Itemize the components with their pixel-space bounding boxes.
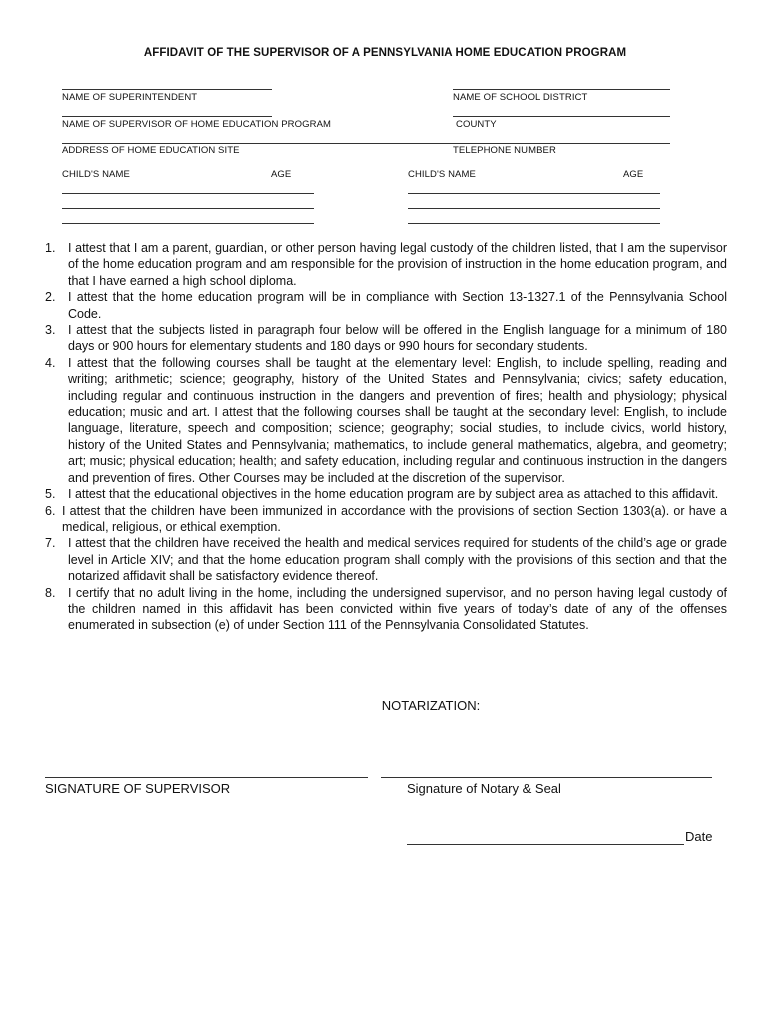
supervisor-line[interactable] [62,116,272,117]
list-item [45,240,727,289]
age-label-left: AGE [271,169,292,180]
date-line[interactable] [407,844,684,845]
list-item [45,289,727,322]
address-telephone-line[interactable] [62,143,670,144]
item-text: I attest that the children have received the health and medical services required for students of the child’s age or grade level in Article XIV; and that the home education program shall comply with the provisions of this section and that the notarized affidavit shall be satisfactory evidence thereof. [68,536,727,584]
item-text: I attest that the following courses shall be taught at the elementary level: English, to include spelling, reading and writing; arithmetic; science; geography, history of the United States and Pennsylvania; civics; safety education, including regular and continuous instruction in the dangers and prevention of fires; health and physiology; physical education; music and art. I attest that the following courses shall be taught at the secondary level: English, to include language, literature, speech and composition; science; geography; social studies, to include civics, world history, history of the United States and Pennsylvania; mathematics, to include general mathematics, algebra, and geometry; art; music; physical education; health; and safety education, including regular and continuous instruction in the dangers and prevention of fires. Other Courses may be included at the discretion of the supervisor. [68,355,727,485]
date-label: Date [685,829,713,844]
telephone-label: TELEPHONE NUMBER [453,145,556,156]
county-label: COUNTY [456,119,497,130]
child-line-right-3[interactable] [408,223,660,224]
child-line-left-3[interactable] [62,223,314,224]
school-district-line[interactable] [453,89,670,90]
item-text: I attest that the children have been immunized in accordance with the provisions of section Section 1303(a). or have a medical, religious, or ethical exemption. [62,503,727,534]
list-item [45,355,727,486]
item-number: 8. [45,585,56,600]
childs-name-label-right: CHILD'S NAME [408,169,476,180]
item-text: I attest that the subjects listed in paragraph four below will be offered in the English language for a minimum of 180 days or 900 hours for elementary students and 180 days or 990 hours for secondary students. [68,323,727,354]
school-district-label: NAME OF SCHOOL DISTRICT [453,92,588,103]
document-title: AFFIDAVIT OF THE SUPERVISOR OF A PENNSYLVANIA HOME EDUCATION PROGRAM [143,47,627,59]
notarization-heading: NOTARIZATION: [381,698,481,713]
child-line-right-2[interactable] [408,208,660,209]
list-item [45,585,727,634]
superintendent-label: NAME OF SUPERINTENDENT [62,92,198,103]
item-text: I certify that no adult living in the home, including the undersigned supervisor, and no person having legal custody of the children named in this affidavit has been convicted within five years of today’s date of any of the offenses enumerated in subsection (e) of under Section 111 of the Pennsylvania Consolidated Statutes. [68,585,727,633]
notary-signature-label: Signature of Notary & Seal [407,781,561,796]
attestation-list [45,240,727,634]
item-number: 2. [45,290,56,305]
age-label-right: AGE [623,169,644,180]
supervisor-label: NAME OF SUPERVISOR OF HOME EDUCATION PROGRAM [62,119,332,130]
child-line-left-1[interactable] [62,193,314,194]
child-line-right-1[interactable] [408,193,660,194]
address-label: ADDRESS OF HOME EDUCATION SITE [62,145,240,156]
item-number: 7. [45,536,56,551]
item-number: 1. [45,241,56,255]
child-line-left-2[interactable] [62,208,314,209]
list-item [45,322,727,355]
superintendent-line[interactable] [62,89,272,90]
item-number: 6. [45,503,56,518]
county-line[interactable] [453,116,670,117]
supervisor-signature-label: SIGNATURE OF SUPERVISOR [45,781,231,796]
list-item [45,486,727,502]
item-text: I attest that the educational objectives in the home education program are by subject area as attached to this affidavit. [68,487,719,502]
item-number: 3. [45,323,56,338]
item-number: 5. [45,487,56,502]
list-item [45,535,727,584]
childs-name-label-left: CHILD'S NAME [62,169,130,180]
list-item [45,503,727,536]
notary-signature-line[interactable] [381,777,712,778]
item-number: 4. [45,355,56,370]
supervisor-signature-line[interactable] [45,777,368,778]
item-text: I attest that I am a parent, guardian, or other person having legal custody of the children listed, that I am the supervisor of the home education program and am responsible for the provision of instruction in the home education program, and that I have earned a high school diploma. [68,241,727,288]
item-text: I attest that the home education program will be in compliance with Section 13-1327.1 of the Pennsylvania School Code. [68,290,727,321]
